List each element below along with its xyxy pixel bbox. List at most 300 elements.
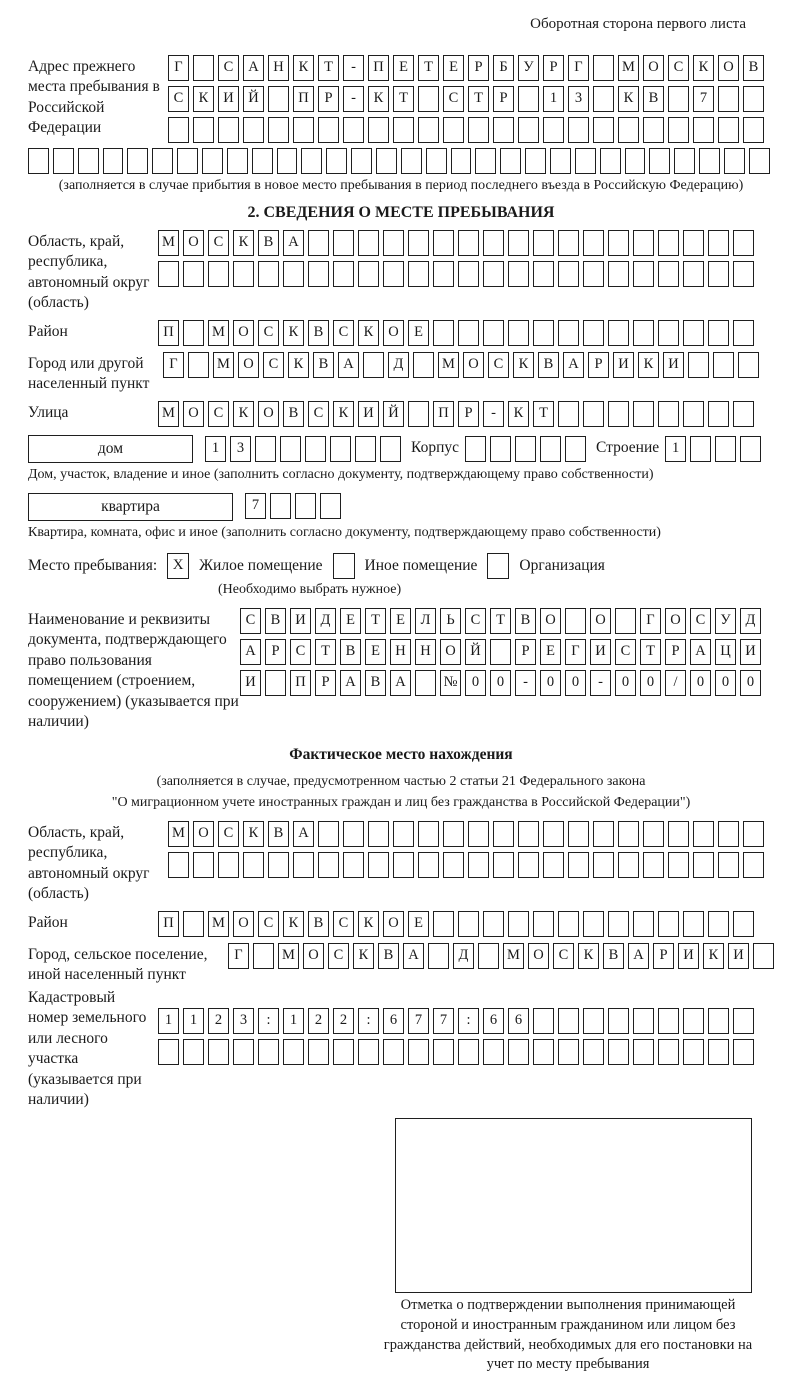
form-cell[interactable]: Т <box>365 608 386 634</box>
form-cell[interactable]: Г <box>163 352 184 378</box>
form-cell[interactable] <box>418 86 439 112</box>
form-cell[interactable]: 6 <box>508 1008 529 1034</box>
form-cell[interactable]: А <box>243 55 264 81</box>
form-cell[interactable] <box>533 1039 554 1065</box>
form-cell[interactable]: П <box>368 55 389 81</box>
form-cell[interactable] <box>708 230 729 256</box>
form-cell[interactable] <box>500 148 521 174</box>
form-cell[interactable] <box>508 320 529 346</box>
form-cell[interactable] <box>218 117 239 143</box>
form-cell[interactable] <box>558 401 579 427</box>
form-cell[interactable] <box>358 1039 379 1065</box>
form-cell[interactable] <box>458 261 479 287</box>
form-cell[interactable]: О <box>718 55 739 81</box>
form-cell[interactable] <box>583 320 604 346</box>
form-cell[interactable] <box>408 230 429 256</box>
form-cell[interactable] <box>633 230 654 256</box>
form-cell[interactable]: К <box>243 821 264 847</box>
form-cell[interactable]: Г <box>565 639 586 665</box>
form-cell[interactable]: К <box>618 86 639 112</box>
stay-type-checkbox-other[interactable] <box>333 553 355 579</box>
form-cell[interactable]: С <box>290 639 311 665</box>
form-cell[interactable]: Л <box>415 608 436 634</box>
form-cell[interactable] <box>608 1039 629 1065</box>
form-cell[interactable] <box>643 117 664 143</box>
form-cell[interactable]: О <box>440 639 461 665</box>
form-cell[interactable] <box>558 320 579 346</box>
form-cell[interactable] <box>227 148 248 174</box>
form-cell[interactable] <box>540 436 561 462</box>
form-cell[interactable]: Р <box>653 943 674 969</box>
form-cell[interactable] <box>508 1039 529 1065</box>
form-cell[interactable]: 0 <box>690 670 711 696</box>
form-cell[interactable]: И <box>740 639 761 665</box>
form-cell[interactable] <box>608 261 629 287</box>
form-cell[interactable] <box>688 352 709 378</box>
form-cell[interactable] <box>708 261 729 287</box>
form-cell[interactable] <box>393 117 414 143</box>
form-cell[interactable]: В <box>268 821 289 847</box>
form-cell[interactable] <box>415 670 436 696</box>
form-cell[interactable] <box>218 852 239 878</box>
form-cell[interactable]: О <box>183 230 204 256</box>
form-cell[interactable]: Р <box>665 639 686 665</box>
form-cell[interactable] <box>368 821 389 847</box>
form-cell[interactable]: - <box>515 670 536 696</box>
form-cell[interactable]: В <box>308 911 329 937</box>
form-cell[interactable] <box>193 55 214 81</box>
form-cell[interactable]: С <box>615 639 636 665</box>
form-cell[interactable]: Е <box>540 639 561 665</box>
form-cell[interactable] <box>258 261 279 287</box>
form-cell[interactable] <box>103 148 124 174</box>
form-cell[interactable]: М <box>208 911 229 937</box>
form-cell[interactable] <box>743 117 764 143</box>
form-cell[interactable] <box>593 117 614 143</box>
form-cell[interactable] <box>168 117 189 143</box>
form-cell[interactable]: О <box>643 55 664 81</box>
form-cell[interactable]: А <box>628 943 649 969</box>
form-cell[interactable] <box>233 261 254 287</box>
form-cell[interactable] <box>733 261 754 287</box>
form-cell[interactable] <box>683 401 704 427</box>
form-cell[interactable] <box>733 230 754 256</box>
form-cell[interactable] <box>565 608 586 634</box>
form-cell[interactable] <box>565 436 586 462</box>
form-cell[interactable] <box>558 911 579 937</box>
form-cell[interactable]: М <box>158 230 179 256</box>
form-cell[interactable] <box>443 821 464 847</box>
form-cell[interactable] <box>658 320 679 346</box>
form-cell[interactable]: К <box>293 55 314 81</box>
form-cell[interactable]: Е <box>340 608 361 634</box>
form-cell[interactable] <box>283 1039 304 1065</box>
form-cell[interactable] <box>183 320 204 346</box>
form-cell[interactable]: Р <box>588 352 609 378</box>
form-cell[interactable] <box>668 86 689 112</box>
form-cell[interactable] <box>295 493 316 519</box>
form-cell[interactable] <box>268 852 289 878</box>
form-cell[interactable] <box>733 1008 754 1034</box>
form-cell[interactable] <box>458 230 479 256</box>
form-cell[interactable]: 0 <box>715 670 736 696</box>
form-cell[interactable] <box>668 852 689 878</box>
form-cell[interactable]: М <box>278 943 299 969</box>
form-cell[interactable] <box>713 352 734 378</box>
form-cell[interactable]: М <box>168 821 189 847</box>
form-cell[interactable] <box>458 320 479 346</box>
form-cell[interactable]: М <box>503 943 524 969</box>
form-cell[interactable] <box>550 148 571 174</box>
form-cell[interactable]: С <box>208 230 229 256</box>
form-cell[interactable]: А <box>240 639 261 665</box>
form-cell[interactable] <box>380 436 401 462</box>
form-cell[interactable]: О <box>383 320 404 346</box>
form-cell[interactable]: О <box>233 911 254 937</box>
form-cell[interactable] <box>255 436 276 462</box>
form-cell[interactable] <box>753 943 774 969</box>
form-cell[interactable]: Е <box>390 608 411 634</box>
form-cell[interactable]: 0 <box>465 670 486 696</box>
form-cell[interactable] <box>558 261 579 287</box>
form-cell[interactable] <box>558 230 579 256</box>
form-cell[interactable] <box>583 261 604 287</box>
form-cell[interactable]: О <box>463 352 484 378</box>
form-cell[interactable]: И <box>663 352 684 378</box>
form-cell[interactable] <box>658 1039 679 1065</box>
form-cell[interactable]: К <box>578 943 599 969</box>
form-cell[interactable] <box>608 401 629 427</box>
form-cell[interactable] <box>280 436 301 462</box>
form-cell[interactable] <box>418 821 439 847</box>
form-cell[interactable] <box>683 261 704 287</box>
form-cell[interactable] <box>270 493 291 519</box>
form-cell[interactable] <box>408 261 429 287</box>
form-cell[interactable]: К <box>693 55 714 81</box>
form-cell[interactable]: 0 <box>540 670 561 696</box>
form-cell[interactable]: В <box>283 401 304 427</box>
form-cell[interactable] <box>293 117 314 143</box>
form-cell[interactable] <box>508 911 529 937</box>
form-cell[interactable]: Р <box>315 670 336 696</box>
form-cell[interactable]: С <box>263 352 284 378</box>
form-cell[interactable]: П <box>158 320 179 346</box>
form-cell[interactable] <box>508 261 529 287</box>
form-cell[interactable] <box>475 148 496 174</box>
form-cell[interactable] <box>674 148 695 174</box>
form-cell[interactable]: О <box>233 320 254 346</box>
form-cell[interactable] <box>268 117 289 143</box>
form-cell[interactable] <box>668 117 689 143</box>
form-cell[interactable] <box>690 436 711 462</box>
form-cell[interactable] <box>683 911 704 937</box>
form-cell[interactable] <box>483 320 504 346</box>
form-cell[interactable] <box>433 320 454 346</box>
form-cell[interactable] <box>483 230 504 256</box>
form-cell[interactable] <box>208 1039 229 1065</box>
form-cell[interactable] <box>738 352 759 378</box>
form-cell[interactable] <box>633 1008 654 1034</box>
form-cell[interactable] <box>493 852 514 878</box>
form-cell[interactable]: К <box>233 230 254 256</box>
form-cell[interactable]: К <box>333 401 354 427</box>
form-cell[interactable]: К <box>513 352 534 378</box>
form-cell[interactable] <box>158 261 179 287</box>
form-cell[interactable]: У <box>715 608 736 634</box>
form-cell[interactable] <box>508 230 529 256</box>
form-cell[interactable]: 0 <box>490 670 511 696</box>
form-cell[interactable] <box>243 852 264 878</box>
form-cell[interactable]: 3 <box>233 1008 254 1034</box>
form-cell[interactable] <box>233 1039 254 1065</box>
form-cell[interactable]: С <box>690 608 711 634</box>
form-cell[interactable]: 2 <box>308 1008 329 1034</box>
form-cell[interactable]: В <box>538 352 559 378</box>
form-cell[interactable]: О <box>383 911 404 937</box>
form-cell[interactable] <box>718 821 739 847</box>
form-cell[interactable]: Р <box>543 55 564 81</box>
form-cell[interactable]: А <box>690 639 711 665</box>
form-cell[interactable]: И <box>290 608 311 634</box>
form-cell[interactable]: С <box>308 401 329 427</box>
form-cell[interactable] <box>426 148 447 174</box>
form-cell[interactable] <box>633 1039 654 1065</box>
form-cell[interactable] <box>533 230 554 256</box>
form-cell[interactable]: П <box>433 401 454 427</box>
form-cell[interactable] <box>743 821 764 847</box>
form-cell[interactable]: Т <box>468 86 489 112</box>
form-cell[interactable]: А <box>563 352 584 378</box>
form-cell[interactable] <box>618 117 639 143</box>
form-cell[interactable]: К <box>358 320 379 346</box>
form-cell[interactable] <box>483 261 504 287</box>
form-cell[interactable]: В <box>308 320 329 346</box>
form-cell[interactable]: Р <box>318 86 339 112</box>
form-cell[interactable] <box>458 1039 479 1065</box>
form-cell[interactable] <box>633 911 654 937</box>
form-cell[interactable]: 1 <box>183 1008 204 1034</box>
form-cell[interactable] <box>258 1039 279 1065</box>
form-cell[interactable] <box>633 261 654 287</box>
form-cell[interactable] <box>533 320 554 346</box>
form-cell[interactable] <box>468 852 489 878</box>
form-cell[interactable] <box>568 117 589 143</box>
form-cell[interactable]: Б <box>493 55 514 81</box>
form-cell[interactable] <box>593 55 614 81</box>
form-cell[interactable] <box>593 852 614 878</box>
form-cell[interactable] <box>643 821 664 847</box>
form-cell[interactable]: Т <box>315 639 336 665</box>
form-cell[interactable]: С <box>240 608 261 634</box>
form-cell[interactable]: С <box>443 86 464 112</box>
form-cell[interactable] <box>633 401 654 427</box>
form-cell[interactable] <box>515 436 536 462</box>
form-cell[interactable]: А <box>390 670 411 696</box>
form-cell[interactable]: И <box>240 670 261 696</box>
form-cell[interactable] <box>600 148 621 174</box>
form-cell[interactable] <box>318 821 339 847</box>
form-cell[interactable] <box>558 1039 579 1065</box>
form-cell[interactable] <box>152 148 173 174</box>
form-cell[interactable] <box>330 436 351 462</box>
form-cell[interactable] <box>693 117 714 143</box>
form-cell[interactable] <box>408 401 429 427</box>
form-cell[interactable]: К <box>283 911 304 937</box>
form-cell[interactable]: 1 <box>205 436 226 462</box>
form-cell[interactable] <box>490 639 511 665</box>
form-cell[interactable] <box>683 230 704 256</box>
form-cell[interactable] <box>658 911 679 937</box>
form-cell[interactable] <box>383 230 404 256</box>
form-cell[interactable] <box>733 401 754 427</box>
form-cell[interactable] <box>608 320 629 346</box>
form-cell[interactable] <box>308 1039 329 1065</box>
form-cell[interactable] <box>418 852 439 878</box>
form-cell[interactable]: Й <box>383 401 404 427</box>
form-cell[interactable] <box>583 1008 604 1034</box>
form-cell[interactable]: 2 <box>333 1008 354 1034</box>
form-cell[interactable] <box>383 1039 404 1065</box>
form-cell[interactable] <box>643 852 664 878</box>
form-cell[interactable]: Т <box>418 55 439 81</box>
form-cell[interactable]: Р <box>493 86 514 112</box>
form-cell[interactable]: 1 <box>665 436 686 462</box>
form-cell[interactable] <box>368 852 389 878</box>
form-cell[interactable] <box>618 821 639 847</box>
form-cell[interactable] <box>318 117 339 143</box>
form-cell[interactable]: Д <box>388 352 409 378</box>
form-cell[interactable]: И <box>218 86 239 112</box>
form-cell[interactable]: О <box>590 608 611 634</box>
form-cell[interactable]: К <box>358 911 379 937</box>
form-cell[interactable]: И <box>358 401 379 427</box>
form-cell[interactable]: А <box>403 943 424 969</box>
form-cell[interactable] <box>525 148 546 174</box>
form-cell[interactable]: С <box>333 320 354 346</box>
form-cell[interactable]: А <box>283 230 304 256</box>
form-cell[interactable] <box>318 852 339 878</box>
form-cell[interactable] <box>625 148 646 174</box>
form-cell[interactable]: К <box>368 86 389 112</box>
form-cell[interactable] <box>658 261 679 287</box>
form-cell[interactable] <box>343 821 364 847</box>
form-cell[interactable] <box>733 320 754 346</box>
form-cell[interactable] <box>718 852 739 878</box>
form-cell[interactable] <box>699 148 720 174</box>
form-cell[interactable]: О <box>303 943 324 969</box>
form-cell[interactable] <box>253 943 274 969</box>
form-cell[interactable] <box>724 148 745 174</box>
form-cell[interactable] <box>518 852 539 878</box>
form-cell[interactable]: С <box>208 401 229 427</box>
stay-type-checkbox-residential[interactable]: X <box>167 553 189 579</box>
form-cell[interactable] <box>708 911 729 937</box>
form-cell[interactable] <box>715 436 736 462</box>
form-cell[interactable] <box>618 852 639 878</box>
form-cell[interactable]: М <box>438 352 459 378</box>
form-cell[interactable] <box>668 821 689 847</box>
form-cell[interactable] <box>243 117 264 143</box>
form-cell[interactable]: У <box>518 55 539 81</box>
form-cell[interactable] <box>608 230 629 256</box>
form-cell[interactable]: 7 <box>245 493 266 519</box>
form-cell[interactable]: Е <box>408 911 429 937</box>
form-cell[interactable]: Г <box>568 55 589 81</box>
form-cell[interactable]: И <box>728 943 749 969</box>
form-cell[interactable]: Г <box>168 55 189 81</box>
form-cell[interactable] <box>158 1039 179 1065</box>
form-cell[interactable] <box>583 1039 604 1065</box>
form-cell[interactable] <box>733 911 754 937</box>
form-cell[interactable] <box>743 852 764 878</box>
form-cell[interactable]: И <box>678 943 699 969</box>
form-cell[interactable]: Н <box>390 639 411 665</box>
form-cell[interactable] <box>633 320 654 346</box>
form-cell[interactable]: С <box>328 943 349 969</box>
form-cell[interactable]: Д <box>740 608 761 634</box>
form-cell[interactable] <box>326 148 347 174</box>
form-cell[interactable]: 3 <box>230 436 251 462</box>
form-cell[interactable]: П <box>158 911 179 937</box>
form-cell[interactable]: В <box>265 608 286 634</box>
form-cell[interactable]: О <box>238 352 259 378</box>
form-cell[interactable] <box>301 148 322 174</box>
form-cell[interactable] <box>533 911 554 937</box>
form-cell[interactable] <box>351 148 372 174</box>
form-cell[interactable]: В <box>258 230 279 256</box>
form-cell[interactable] <box>408 1039 429 1065</box>
form-cell[interactable] <box>413 352 434 378</box>
form-cell[interactable]: М <box>213 352 234 378</box>
form-cell[interactable]: О <box>540 608 561 634</box>
form-cell[interactable]: М <box>208 320 229 346</box>
form-cell[interactable] <box>683 1039 704 1065</box>
form-cell[interactable]: Н <box>415 639 436 665</box>
form-cell[interactable] <box>252 148 273 174</box>
form-cell[interactable] <box>308 230 329 256</box>
form-cell[interactable]: 1 <box>283 1008 304 1034</box>
form-cell[interactable] <box>658 230 679 256</box>
form-cell[interactable] <box>583 230 604 256</box>
form-cell[interactable] <box>740 436 761 462</box>
form-cell[interactable] <box>53 148 74 174</box>
form-cell[interactable] <box>490 436 511 462</box>
form-cell[interactable]: К <box>233 401 254 427</box>
form-cell[interactable] <box>608 1008 629 1034</box>
form-cell[interactable]: 7 <box>408 1008 429 1034</box>
form-cell[interactable]: Е <box>365 639 386 665</box>
form-cell[interactable] <box>433 1039 454 1065</box>
form-cell[interactable]: Й <box>243 86 264 112</box>
form-cell[interactable] <box>465 436 486 462</box>
form-cell[interactable] <box>558 1008 579 1034</box>
form-cell[interactable] <box>543 852 564 878</box>
form-cell[interactable] <box>343 117 364 143</box>
form-cell[interactable]: К <box>283 320 304 346</box>
form-cell[interactable]: Т <box>490 608 511 634</box>
form-cell[interactable] <box>355 436 376 462</box>
form-cell[interactable] <box>418 117 439 143</box>
form-cell[interactable] <box>28 148 49 174</box>
form-cell[interactable]: Г <box>228 943 249 969</box>
form-cell[interactable] <box>277 148 298 174</box>
form-cell[interactable]: К <box>193 86 214 112</box>
form-cell[interactable] <box>493 117 514 143</box>
form-cell[interactable] <box>543 821 564 847</box>
form-cell[interactable] <box>188 352 209 378</box>
form-cell[interactable]: О <box>183 401 204 427</box>
form-cell[interactable] <box>708 401 729 427</box>
